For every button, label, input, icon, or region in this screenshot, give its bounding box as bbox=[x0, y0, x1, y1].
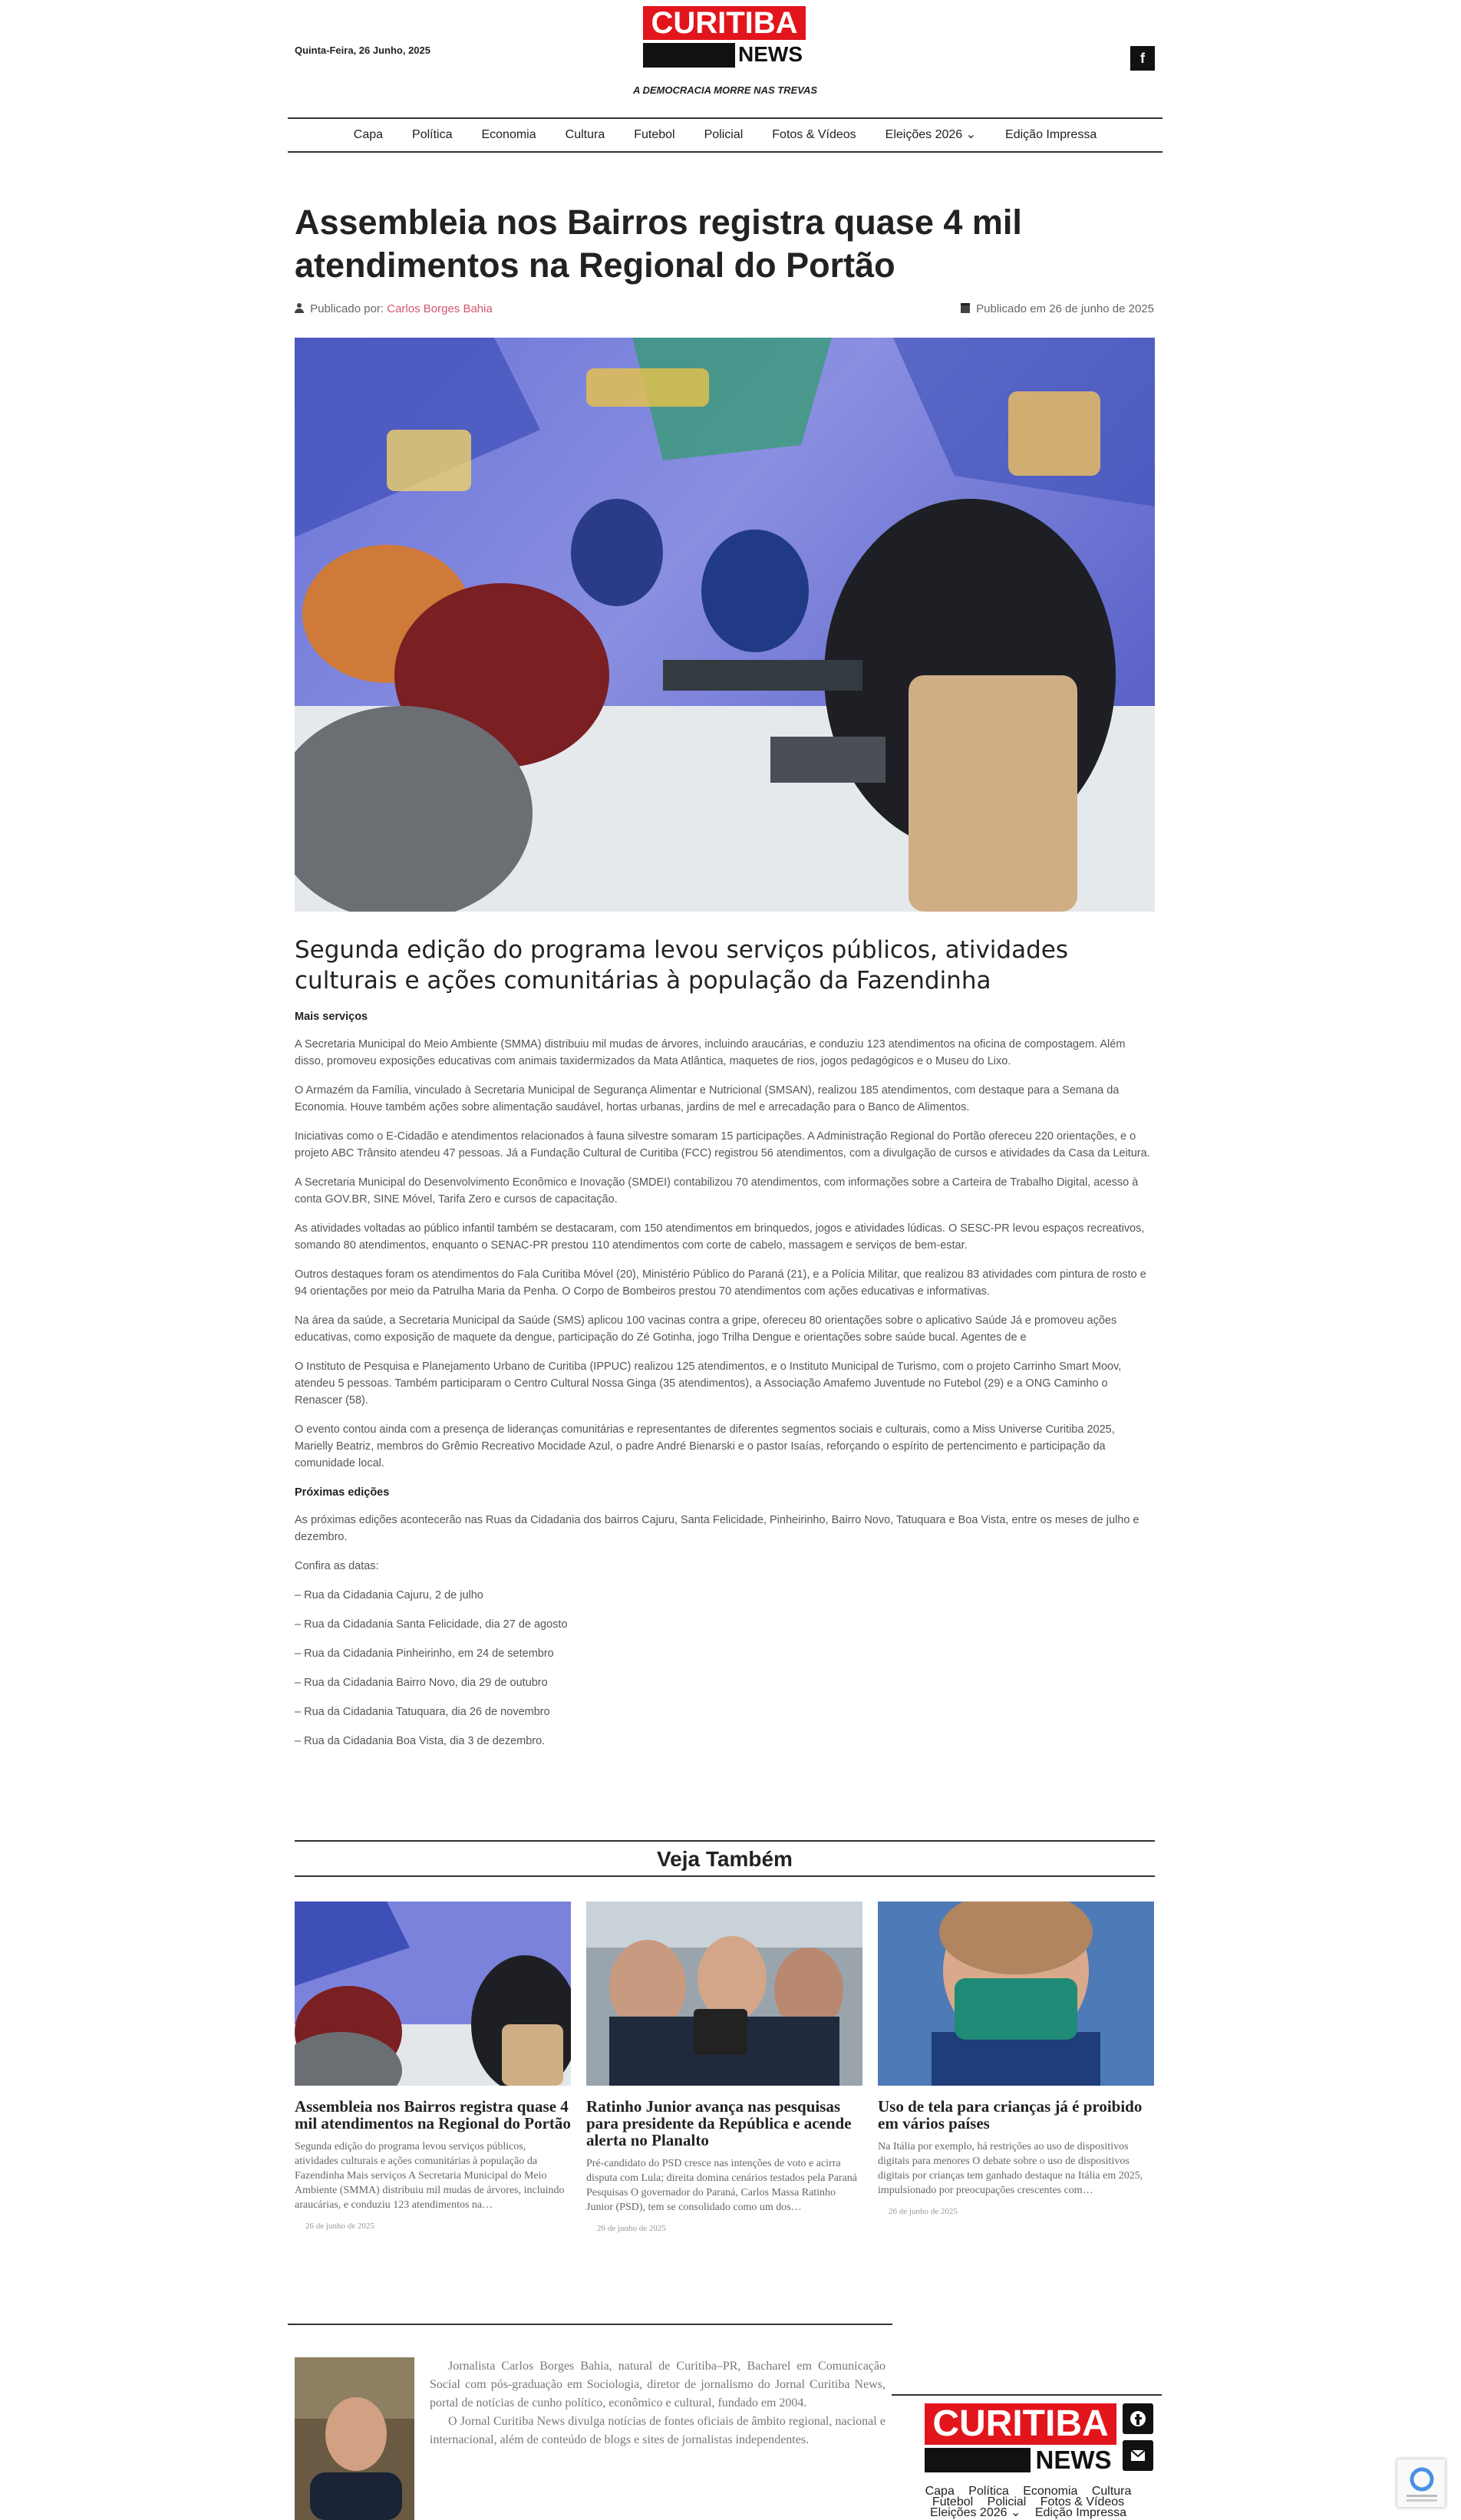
paragraph: As atividades voltadas ao público infantil também se destacaram, com 150 atendimentos em brinquedos, jogos e atividades lúdicas. O SESC-PR levou espaços recreativos, somando 80 atendimentos, enquanto o SENAC-PR prestou 110 atendimentos com corte de cabelo, massagem e serviços de bem-estar. bbox=[295, 1222, 1145, 1252]
bio-paragraph: Jornalista Carlos Borges Bahia, natural de Curitiba–PR, Bacharel em Comunicação Social com pós-graduação em Sociologia, diretor de jornalismo do Jornal Curitiba News, portal de notícias de cunho político, econômico e cultural, fundado em 2004. bbox=[430, 2360, 886, 2410]
related-thumb-illustration bbox=[295, 1902, 571, 2086]
facebook-glyph bbox=[1123, 2403, 1153, 2434]
logo-news: NEWS bbox=[735, 40, 806, 69]
paragraph: A Secretaria Municipal do Meio Ambiente (SMMA) distribuiu mil mudas de árvores, incluindo araucárias, e conduziu 123 atendimentos na oficina de compostagem. Além disso, promoveu exposições educativas com animais taxidermizados da Mata Atlântica, maquetes de rios, jogos pedagógicos e o Museu do Lixo. bbox=[295, 1038, 1126, 1067]
footer-logo-curitiba: CURITIBA bbox=[925, 2403, 1116, 2445]
footer-nav bbox=[898, 2486, 1159, 2518]
article-subtitle: Segunda edição do programa levou serviços públicos, atividades culturais e ações comunitárias à população da Fazendinha bbox=[295, 936, 1068, 994]
facebook-icon[interactable]: f bbox=[1130, 46, 1155, 71]
related-heading: Veja Também bbox=[295, 1840, 1155, 1877]
article-title: Assembleia nos Bairros registra quase 4 mil atendimentos na Regional do Portão bbox=[295, 203, 1022, 285]
facebook-icon[interactable] bbox=[1123, 2403, 1153, 2434]
author-photo-illustration bbox=[295, 2357, 414, 2520]
nav-cultura[interactable]: Cultura bbox=[565, 128, 605, 141]
footer-nav-economia[interactable]: Economia bbox=[1023, 2485, 1078, 2498]
author-label: Publicado por: bbox=[310, 302, 384, 315]
footer-logo[interactable] bbox=[925, 2403, 1116, 2475]
author-photo bbox=[295, 2357, 414, 2520]
related-thumb[interactable] bbox=[878, 1902, 1154, 2086]
hero-photo-illustration bbox=[295, 338, 1155, 912]
author-bio bbox=[430, 2357, 886, 2449]
related-date: 26 de junho de 2025 bbox=[305, 2221, 374, 2231]
nav-policial[interactable]: Policial bbox=[704, 128, 744, 141]
email-icon[interactable] bbox=[1123, 2440, 1153, 2471]
list-item: – Rua da Cidadania Tatuquara, dia 26 de novembro bbox=[295, 1706, 550, 1718]
related-excerpt: Segunda edição do programa levou serviços públicos, atividades culturais e ações comunitárias à população da Fazendinha Mais serviços A Secretaria Municipal do Meio Ambiente (SMMA) distribuiu mil mudas de árvores, incluindo araucárias, e conduziu 123 atendimentos na… bbox=[295, 2141, 565, 2211]
list-item: – Rua da Cidadania Boa Vista, dia 3 de dezembro. bbox=[295, 1735, 546, 1747]
main-nav bbox=[288, 117, 1163, 153]
paragraph: O evento contou ainda com a presença de lideranças comunitárias e representantes de diferentes segmentos sociais e culturais, como a Miss Universe Curitiba 2025, Marielly Beatriz, membros do Grêmio Recreativo Mocidade Azul, o padre André Bienarski e o pastor Isaías, reforçando o espírito de pertencimento e participação da comunidade local. bbox=[295, 1423, 1115, 1469]
related-card[interactable] bbox=[586, 1902, 862, 2233]
paragraph: Confira as datas: bbox=[295, 1560, 379, 1572]
related-thumb-illustration bbox=[586, 1902, 862, 2086]
site-header bbox=[0, 0, 1461, 115]
published-date: Publicado em 26 de junho de 2025 bbox=[976, 302, 1154, 315]
list-item: – Rua da Cidadania Santa Felicidade, dia 27 de agosto bbox=[295, 1618, 568, 1631]
article-body bbox=[295, 1008, 1154, 1762]
bio-paragraph: O Jornal Curitiba News divulga notícias de fontes oficiais de âmbito regional, nacional e internacional, além de conteúdo de blogs e sites de jornalistas independentes. bbox=[430, 2415, 886, 2446]
nav-capa[interactable]: Capa bbox=[353, 128, 384, 141]
related-excerpt: Na Itália por exemplo, há restrições ao uso de dispositivos digitais para menores O debate sobre o uso de dispositivos digitais por crianças tem ganhado destaque na Itália em 2025, impulsionado por preocupações crescentes com… bbox=[878, 2141, 1143, 2196]
related-excerpt: Pré-candidato do PSD cresce nas intenções de voto e acirra disputa com Lula; direita domina cenários testados pela Paraná Pesquisas O governador do Paraná, Carlos Massa Ratinho Junior (PSD), tem se consolidado como um dos… bbox=[586, 2158, 857, 2213]
paragraph: A Secretaria Municipal do Desenvolvimento Econômico e Inovação (SMDEI) contabilizou 70 atendimentos, com informações sobre a Carteira de Trabalho Digital, acesso à conta GOV.BR, SINE Móvel, Tarifa Zero e cursos de capacitação. bbox=[295, 1176, 1139, 1206]
related-date: 26 de junho de 2025 bbox=[889, 2207, 958, 2216]
footer-logo-divider bbox=[892, 2394, 1162, 2396]
list-item: – Rua da Cidadania Bairro Novo, dia 29 de outubro bbox=[295, 1677, 548, 1689]
related-title[interactable]: Ratinho Junior avança nas pesquisas para presidente da República e acende alerta no Planalto bbox=[586, 2097, 852, 2149]
related-title[interactable]: Assembleia nos Bairros registra quase 4 mil atendimentos na Regional do Portão bbox=[295, 2097, 571, 2132]
footer-nav-eleicoes-2026[interactable]: Eleições 2026 ⌄ bbox=[930, 2506, 1021, 2519]
footer-nav-capa[interactable]: Capa bbox=[925, 2485, 955, 2498]
paragraph: Iniciativas como o E-Cidadão e atendimentos relacionados à fauna silvestre somaram 15 participações. A Administração Regional do Portão ofereceu 220 orientações, e o projeto ABC Trânsito atendeu 47 pessoas. Já a Fundação Cultural de Curitiba (FCC) registrou 56 atendimentos, com a divulgação de cursos e atividades da Casa da Leitura. bbox=[295, 1130, 1150, 1159]
footer-logo-bar bbox=[925, 2448, 1032, 2472]
article-meta bbox=[295, 302, 1154, 319]
paragraph: Na área da saúde, a Secretaria Municipal da Saúde (SMS) aplicou 100 vacinas contra a gripe, ofereceu 80 orientações sobre o aplicativo Saúde Já e promoveu ações educativas, como exposição de maquete da dengue, participação do Zé Gotinha, jogo Trilha Dengue e orientações sobre saúde bucal. Agentes de e bbox=[295, 1314, 1117, 1344]
footer-nav-edicao-impressa[interactable]: Edição Impressa bbox=[1034, 2506, 1126, 2519]
nav-economia[interactable]: Economia bbox=[481, 128, 536, 141]
nav-eleicoes-2026[interactable]: Eleições 2026 ⌄ bbox=[885, 128, 977, 141]
nav-futebol[interactable]: Futebol bbox=[634, 128, 675, 141]
recaptcha-icon bbox=[1397, 2459, 1446, 2508]
calendar-icon bbox=[961, 303, 970, 313]
related-card[interactable] bbox=[878, 1902, 1154, 2216]
recaptcha-badge[interactable] bbox=[1397, 2459, 1446, 2508]
footer-nav-futebol[interactable]: Futebol bbox=[932, 2495, 974, 2508]
site-logo[interactable] bbox=[643, 6, 806, 69]
list-item: – Rua da Cidadania Cajuru, 2 de julho bbox=[295, 1589, 483, 1601]
section-heading: Próximas edições bbox=[295, 1486, 390, 1499]
related-title[interactable]: Uso de tela para crianças já é proibido em vários países bbox=[878, 2097, 1143, 2132]
nav-edicao-impressa[interactable]: Edição Impressa bbox=[1005, 128, 1097, 141]
related-thumb[interactable] bbox=[295, 1902, 571, 2086]
related-date: 26 de junho de 2025 bbox=[597, 2224, 666, 2233]
hero-image bbox=[295, 338, 1155, 912]
user-icon bbox=[295, 303, 304, 313]
logo-curitiba: CURITIBA bbox=[643, 6, 806, 40]
footer-nav-policial[interactable]: Policial bbox=[987, 2495, 1027, 2508]
paragraph: O Instituto de Pesquisa e Planejamento Urbano de Curitiba (IPPUC) realizou 125 atendimentos, e o Instituto Municipal de Turismo, com o projeto Carrinho Smart Moov, atendeu 5 pessoas. Também participaram o Centro Cultural Nossa Ginga (35 atendimentos), a Associação Amafemo Juventude no Futebol (29) e a ONG Caminho o Renascer (58). bbox=[295, 1361, 1122, 1407]
footer-nav-cultura[interactable]: Cultura bbox=[1091, 2485, 1132, 2498]
nav-fotos-videos[interactable]: Fotos & Vídeos bbox=[772, 128, 856, 141]
footer-logo-news: NEWS bbox=[1031, 2445, 1116, 2475]
site-slogan: A DEMOCRACIA MORRE NAS TREVAS bbox=[632, 84, 818, 96]
related-thumb[interactable] bbox=[586, 1902, 862, 2086]
author-line bbox=[295, 302, 493, 315]
related-thumb-illustration bbox=[878, 1902, 1154, 2086]
nav-politica[interactable]: Política bbox=[412, 128, 453, 141]
header-date: Quinta-Feira, 26 Junho, 2025 bbox=[295, 45, 430, 56]
list-item: – Rua da Cidadania Pinheirinho, em 24 de setembro bbox=[295, 1648, 554, 1660]
envelope-glyph bbox=[1123, 2440, 1153, 2471]
paragraph: As próximas edições acontecerão nas Ruas da Cidadania dos bairros Cajuru, Santa Felicidade, Pinheirinho, Bairro Novo, Tatuquara e Boa Vista, entre os meses de julho e dezembro. bbox=[295, 1514, 1139, 1543]
related-card[interactable] bbox=[295, 1902, 571, 2231]
footer-divider bbox=[288, 2324, 892, 2325]
paragraph: Outros destaques foram os atendimentos do Fala Curitiba Móvel (20), Ministério Público do Paraná (21), e a Polícia Militar, que realizou 83 atividades com pintura de rosto e 94 orientações por meio da Patrulha Maria da Penha. O Corpo de Bombeiros prestou 70 atendimentos com ações educativas e informativas. bbox=[295, 1268, 1146, 1298]
author-link[interactable]: Carlos Borges Bahia bbox=[387, 302, 493, 315]
paragraph: O Armazém da Família, vinculado à Secretaria Municipal de Segurança Alimentar e Nutricional (SMSAN), realizou 185 atendimentos, com destaque para a Semana da Economia. Houve também ações sobre alimentação saudável, hortas urbanas, jardins de mel e arrecadação para o Banco de Alimentos. bbox=[295, 1084, 1120, 1113]
published-line bbox=[961, 302, 1154, 315]
footer-nav-fotos-videos[interactable]: Fotos & Vídeos bbox=[1040, 2495, 1125, 2508]
footer-nav-politica[interactable]: Política bbox=[968, 2485, 1009, 2498]
logo-bar bbox=[643, 43, 737, 68]
section-heading: Mais serviços bbox=[295, 1011, 368, 1023]
